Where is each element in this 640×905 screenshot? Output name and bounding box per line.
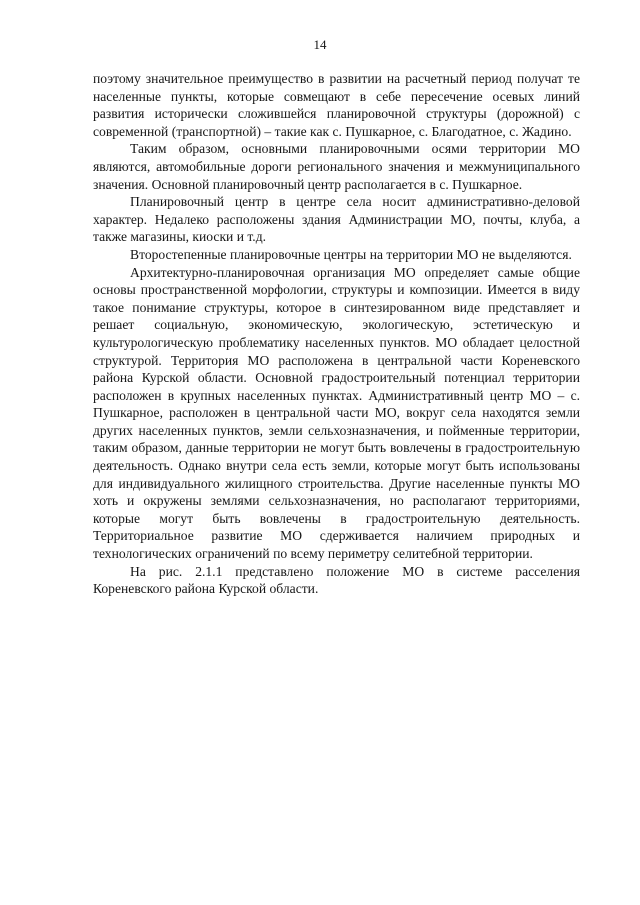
paragraph-secondary-centers: Второстепенные планировочные центры на территории МО не выделяются. <box>130 246 572 262</box>
paragraph-planning-axes: Таким образом, основными планировочными осями территории МО являются, автомобильные дороги регионального значения и межмуниципального значения. Основной планировочный центр располагается в с. Пушкарное. <box>93 141 580 192</box>
paragraph-figure-reference: На рис. 2.1.1 представлено положение МО в системе расселения Кореневского района Курской области. <box>93 563 580 597</box>
paragraph-architectural-organization: Архитектурно-планировочная организация МО определяет самые общие основы пространственной морфологии, структуры и композиции. Имеется в виду такое понимание структуры, которое в синтезированном виде представляет и решает социальную, экономическую, экологическую, эстетическую и культурологическую проблематику населенных пунктов. МО обладает целостной структурой. Территория МО расположена в центральной части Кореневского района Курской области. Основной градостроительный потенциал территории расположен в крупных населенных пунктах. Административный центр МО – с. Пушкарное, расположен в центральной части МО, вокруг села находятся земли других населенных пунктов, земли сельхозназначения, и пойменные территории, таким образом, данные территории не могут быть вовлечены в градостроительную деятельность. Однако внутри села есть земли, которые могут быть использованы для индивидуального жилищного строительства. Другие населенные пункты МО хоть и окружены землями сельхозназначения, но располагают территориями, которые могут быть вовлечены в градостроительную деятельность. Территориальное развитие МО сдерживается наличием природных и технологических ограничений по всему периметру селитебной территории. <box>93 264 580 562</box>
document-body <box>93 70 580 598</box>
paragraph-planning-center: Планировочный центр в центре села носит административно-деловой характер. Недалеко расположены здания Администрации МО, почты, клуба, а также магазины, киоски и т.д. <box>93 194 580 245</box>
page-number: 14 <box>313 37 327 52</box>
paragraph-continuation: поэтому значительное преимущество в развитии на расчетный период получат те населенные пункты, которые совмещают в себе пересечение осевых линий развития исторически сложившейся планировочной структуры (дорожной) с современной (транспортной) – такие как с. Пушкарное, с. Благодатное, с. Жадино. <box>93 71 580 139</box>
